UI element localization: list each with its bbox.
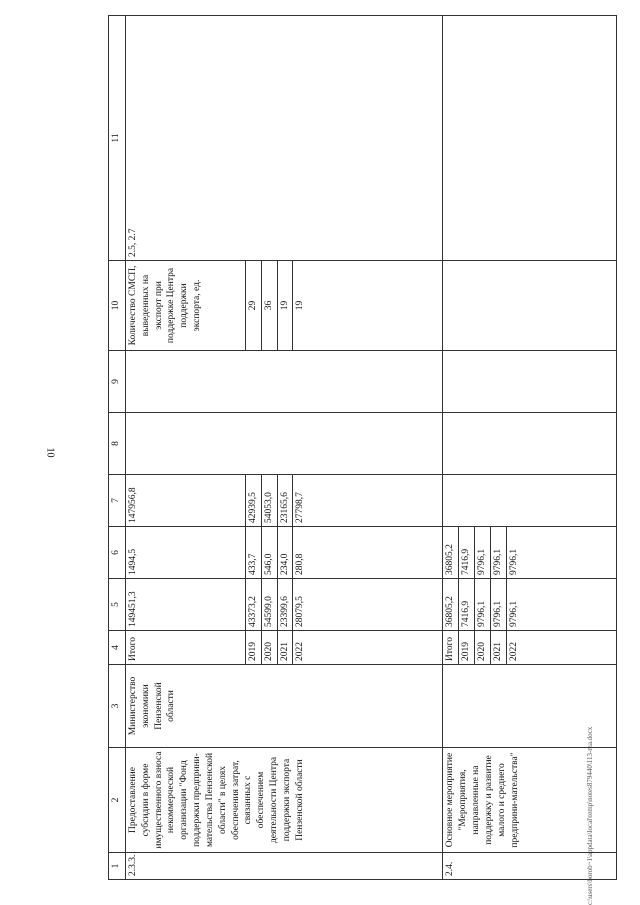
col-header-2: 2 [109, 748, 126, 853]
value: 9796,1 [506, 579, 616, 631]
value: 433,7 [246, 527, 262, 579]
year: 2020 [261, 631, 277, 665]
col-header-1: 1 [109, 853, 126, 880]
total-value: 36805,2 [443, 579, 459, 631]
value: 54599,0 [261, 579, 277, 631]
year: 2022 [293, 631, 443, 665]
value: 27798,7 [293, 475, 443, 527]
table-row [126, 16, 246, 880]
col-header-3: 3 [109, 665, 126, 748]
reference: 2.5, 2.7 [126, 16, 443, 261]
col-header-11: 11 [109, 16, 126, 261]
indicator-value: 29 [246, 261, 262, 351]
value: 23399,6 [277, 579, 293, 631]
year: 2022 [506, 631, 616, 665]
program-table [108, 15, 617, 880]
value: 9796,1 [490, 527, 506, 579]
value: 28079,5 [293, 579, 443, 631]
col-header-4: 4 [109, 631, 126, 665]
indicator-value: 19 [277, 261, 293, 351]
year: 2021 [277, 631, 293, 665]
value: 9796,1 [475, 579, 491, 631]
page-number: 10 [44, 447, 56, 458]
row-number: 2.3.3. [126, 853, 443, 880]
year: 2019 [459, 631, 475, 665]
value: 234,0 [277, 527, 293, 579]
value: 9796,1 [475, 527, 491, 579]
col-header-9: 9 [109, 351, 126, 413]
measure-name: Предоставление субсидии в форме имущественного взноса некоммерческой организации "Фонд поддержки предприни-мательства Пензенской области" в целях обеспечения затрат, связанных с обеспечением деятельности Центра поддержки экспорта Пензенской области [126, 748, 443, 853]
year: 2019 [246, 631, 262, 665]
value: 9796,1 [490, 579, 506, 631]
value: 54053,0 [261, 475, 277, 527]
value: 42939,5 [246, 475, 262, 527]
col-header-6: 6 [109, 527, 126, 579]
table-row [443, 16, 459, 880]
col-header-8: 8 [109, 413, 126, 475]
value: 23165,6 [277, 475, 293, 527]
col-header-7: 7 [109, 475, 126, 527]
indicator-name: Количество СМСП, выведенных на экспорт при поддержке Центра поддержки экспорта, ед. [126, 261, 246, 351]
total-value: 147956,8 [126, 475, 246, 527]
value: 43373,2 [246, 579, 262, 631]
col-header-5: 5 [109, 579, 126, 631]
total-value: 1494,5 [126, 527, 246, 579]
value: 280,8 [293, 527, 443, 579]
total-label: Итого [126, 631, 246, 665]
total-value: 149451,3 [126, 579, 246, 631]
value: 7416,9 [459, 579, 475, 631]
indicator-value: 19 [293, 261, 443, 351]
header-row [109, 16, 126, 880]
value: 546,0 [261, 527, 277, 579]
total-label: Итого [443, 631, 459, 665]
year: 2021 [490, 631, 506, 665]
row-number: 2.4. [443, 853, 616, 880]
rotated-table-container [108, 16, 532, 880]
measure-name: Основное мероприятие "Мероприятия, направленные на поддержку и развитие малого и среднего предприни-мательства" [443, 748, 616, 853]
indicator-value: 36 [261, 261, 277, 351]
total-value: 36805,2 [443, 527, 459, 579]
value: 9796,1 [506, 527, 616, 579]
executor: Министерство экономики Пензенской области [126, 665, 443, 748]
footer-path: c:\users\borob~1\appdata\local\temp\notes879440\113-ma.docx [586, 726, 594, 905]
year: 2020 [475, 631, 491, 665]
col-header-10: 10 [109, 261, 126, 351]
value: 7416,9 [459, 527, 475, 579]
